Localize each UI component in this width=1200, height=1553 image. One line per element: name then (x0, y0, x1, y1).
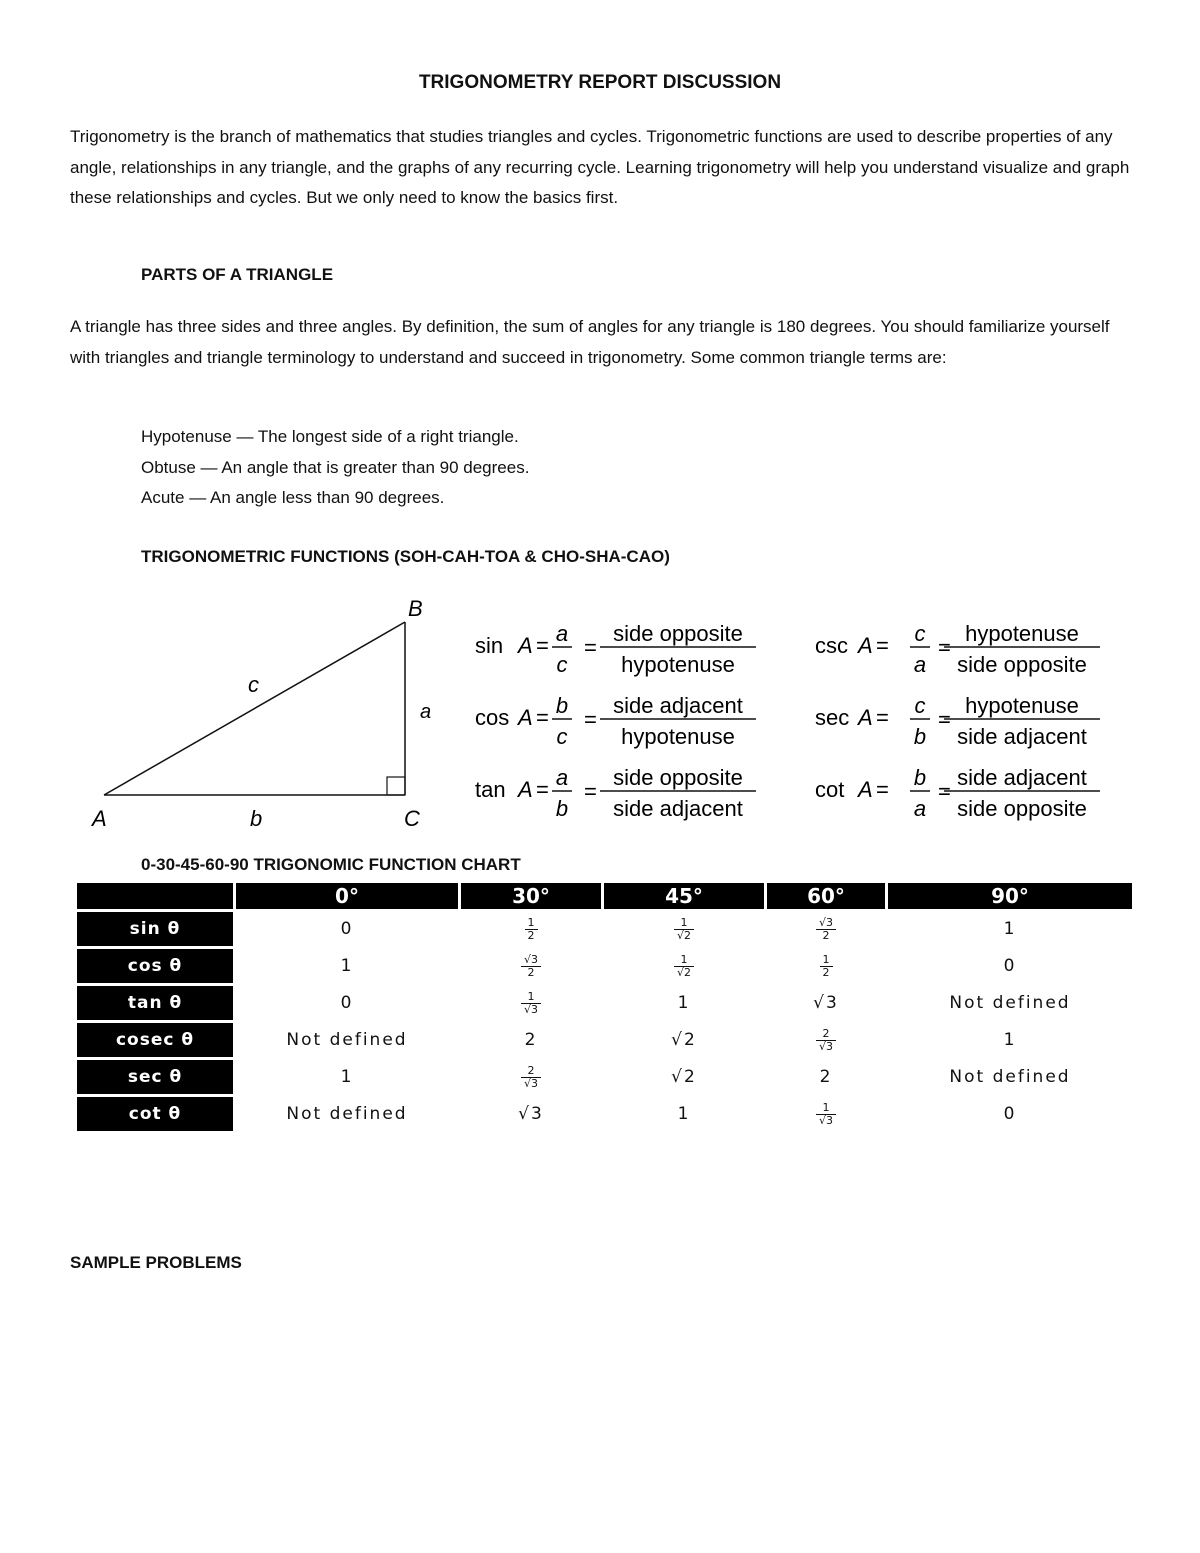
terms-list (141, 422, 529, 514)
formula-var: A (518, 705, 533, 730)
vertex-c-label: C (404, 806, 420, 831)
table-cell: 0 (340, 993, 354, 1013)
fraction-numerator: 1 (521, 991, 541, 1004)
row-label: tan θ (77, 986, 233, 1020)
formula-letter-num: c (914, 693, 926, 718)
fraction-denominator: √3 (818, 1113, 833, 1127)
fraction-numerator: 1 (816, 1102, 836, 1115)
row-label: cosec θ (77, 1023, 233, 1057)
table-cell: 1 (340, 1067, 354, 1087)
sample-problems-heading: SAMPLE PROBLEMS (70, 1253, 242, 1272)
table-cell: 1 (1003, 1030, 1017, 1050)
table-row (77, 1097, 1132, 1131)
table-cell (461, 912, 601, 946)
formula-1 (475, 693, 756, 749)
formula-word-den: side adjacent (957, 724, 1087, 749)
table-cell (461, 949, 601, 983)
table-cell: Not defined (286, 1030, 408, 1050)
fraction-value (521, 954, 541, 979)
term-hypotenuse: Hypotenuse — The longest side of a right triangle. (141, 427, 519, 446)
table-header-row (77, 883, 1132, 909)
formula-word-num: side adjacent (957, 765, 1087, 790)
table-row (77, 949, 1132, 983)
fraction-value (816, 1102, 836, 1127)
formula-letter-den: b (913, 724, 927, 749)
fraction-value (521, 1065, 541, 1090)
formula-word-den: hypotenuse (621, 652, 735, 677)
fraction-denominator: 2 (527, 928, 535, 942)
table-cell: Not defined (949, 993, 1071, 1013)
formula-var: A (858, 705, 873, 730)
formula-var: A (858, 777, 873, 802)
table-cell (767, 1097, 885, 1131)
formula-letter-den: a (913, 796, 927, 821)
fraction-numerator: 1 (674, 917, 694, 930)
parts-paragraph: A triangle has three sides and three angles. By definition, the sum of angles for any triangle is 180 degrees. You should familiarize yourself with triangles and triangle terminology to understand and succeed in trigonometry. Some common triangle terms are: (70, 317, 1110, 367)
formula-3 (815, 621, 1100, 677)
table-cell: 0 (1003, 1104, 1017, 1124)
header-90-deg: 90° (888, 883, 1132, 909)
fraction-denominator: √3 (818, 1039, 833, 1053)
equals-sign: = (938, 635, 951, 660)
table-row (77, 1060, 1132, 1094)
fraction-value (820, 954, 833, 979)
formula-word-den: side opposite (957, 796, 1087, 821)
formula-fn: sec (815, 705, 850, 730)
right-triangle (90, 596, 431, 831)
table-cell: 2 (819, 1067, 833, 1087)
formula-letter-den: c (556, 724, 568, 749)
formula-2 (475, 765, 756, 821)
row-label: cot θ (77, 1097, 233, 1131)
fraction-numerator: 2 (521, 1065, 541, 1078)
fraction-denominator: √3 (523, 1002, 538, 1016)
formula-word-num: hypotenuse (965, 621, 1079, 646)
header-60-deg: 60° (767, 883, 885, 909)
table-cell: 1 (1003, 919, 1017, 939)
table-cell (461, 986, 601, 1020)
table-row (77, 912, 1132, 946)
side-b-label: b (250, 806, 263, 831)
fraction-value (521, 991, 541, 1016)
fraction-numerator: 1 (820, 954, 833, 967)
formula-word-num: hypotenuse (965, 693, 1079, 718)
equals-sign: = (536, 777, 549, 802)
table-cell (767, 1023, 885, 1057)
fraction-numerator: 2 (816, 1028, 836, 1041)
formula-word-den: side opposite (957, 652, 1087, 677)
side-c-label: c (248, 672, 259, 697)
vertex-a-label: A (92, 806, 107, 831)
fraction-numerator: √3 (521, 954, 541, 967)
formula-word-num: side adjacent (613, 693, 743, 718)
equals-sign: = (584, 779, 597, 804)
equals-sign: = (876, 705, 889, 730)
formula-letter-den: b (555, 796, 569, 821)
equals-sign: = (876, 777, 889, 802)
table-cell: √3 (518, 1104, 544, 1124)
fraction-denominator: √3 (523, 1076, 538, 1090)
equals-sign: = (584, 707, 597, 732)
formula-fn: cot (815, 777, 845, 802)
fraction-denominator: √2 (676, 928, 691, 942)
equals-sign: = (584, 635, 597, 660)
formula-letter-num: b (913, 765, 927, 790)
formula-var: A (518, 633, 533, 658)
table-cell: Not defined (949, 1067, 1071, 1087)
term-obtuse: Obtuse — An angle that is greater than 90 degrees. (141, 457, 530, 477)
formula-4 (815, 693, 1100, 749)
fraction-numerator: 1 (674, 954, 694, 967)
equals-sign: = (938, 707, 951, 732)
table-cell: Not defined (286, 1104, 408, 1124)
table-cell (604, 912, 764, 946)
formula-5 (815, 765, 1100, 821)
formula-fn: csc (815, 633, 848, 658)
table-cell: 0 (1003, 956, 1017, 976)
table-cell: 0 (340, 919, 354, 939)
fraction-numerator: 1 (525, 917, 538, 930)
fraction-value (525, 917, 538, 942)
formula-word-den: side adjacent (613, 796, 743, 821)
header-30-deg: 30° (461, 883, 601, 909)
table-cell (767, 949, 885, 983)
formula-var: A (858, 633, 873, 658)
equals-sign: = (536, 633, 549, 658)
formula-word-num: side opposite (613, 765, 743, 790)
fraction-value (816, 1028, 836, 1053)
table-cell (604, 949, 764, 983)
formula-word-den: hypotenuse (621, 724, 735, 749)
trig-value-table (74, 880, 1135, 1134)
formula-list (475, 621, 1100, 821)
row-label: sin θ (77, 912, 233, 946)
fraction-denominator: 2 (822, 965, 830, 979)
table-cell: 1 (677, 1104, 691, 1124)
fraction-denominator: √2 (676, 965, 691, 979)
header-0-deg: 0° (236, 883, 458, 909)
formula-fn: sin (475, 633, 504, 658)
term-acute: Acute — An angle less than 90 degrees. (141, 488, 445, 507)
trig-functions-figure (80, 590, 1120, 835)
table-cell: 1 (340, 956, 354, 976)
table-cell (767, 912, 885, 946)
table-cell (461, 1060, 601, 1094)
vertex-b-label: B (408, 596, 423, 621)
table-row (77, 1023, 1132, 1057)
formula-letter-num: a (555, 621, 569, 646)
formula-fn: tan (475, 777, 506, 802)
parts-heading: PARTS OF A TRIANGLE (141, 265, 334, 284)
table-row (77, 986, 1132, 1020)
intro-paragraph: Trigonometry is the branch of mathematics that studies triangles and cycles. Trigonometric functions are used to describe properties of any angle, relationships in any triangle, and the graphs of any recurring cycle. Learning trigonometry will help you understand visualize and graph these relationships and cycles. But we only need to know the basics first. (70, 127, 1130, 207)
table-cell: √2 (671, 1030, 697, 1050)
formula-letter-num: c (914, 621, 926, 646)
formula-letter-den: c (556, 652, 568, 677)
row-label: cos θ (77, 949, 233, 983)
table-cell: 1 (677, 993, 691, 1013)
fraction-denominator: 2 (822, 928, 830, 942)
formula-letter-num: b (555, 693, 569, 718)
fraction-value (816, 917, 836, 942)
formula-word-num: side opposite (613, 621, 743, 646)
formula-letter-num: a (555, 765, 569, 790)
functions-heading: TRIGONOMETRIC FUNCTIONS (SOH-CAH-TOA & CHO-SHA-CAO) (141, 547, 670, 566)
equals-sign: = (938, 779, 951, 804)
side-a-label: a (420, 701, 432, 723)
equals-sign: = (536, 705, 549, 730)
formula-var: A (518, 777, 533, 802)
equals-sign: = (876, 633, 889, 658)
table-cell: 2 (524, 1030, 538, 1050)
formula-fn: cos (475, 705, 510, 730)
fraction-denominator: 2 (527, 965, 535, 979)
fraction-value (674, 917, 694, 942)
fraction-numerator: √3 (816, 917, 836, 930)
formula-letter-den: a (913, 652, 927, 677)
table-corner (77, 883, 233, 909)
formula-0 (475, 621, 756, 677)
table-cell: √2 (671, 1067, 697, 1087)
table-cell: √3 (813, 993, 839, 1013)
page-title: TRIGONOMETRY REPORT DISCUSSION (418, 72, 782, 93)
header-45-deg: 45° (604, 883, 764, 909)
row-label: sec θ (77, 1060, 233, 1094)
chart-heading: 0-30-45-60-90 TRIGONOMIC FUNCTION CHART (141, 855, 521, 874)
fraction-value (674, 954, 694, 979)
